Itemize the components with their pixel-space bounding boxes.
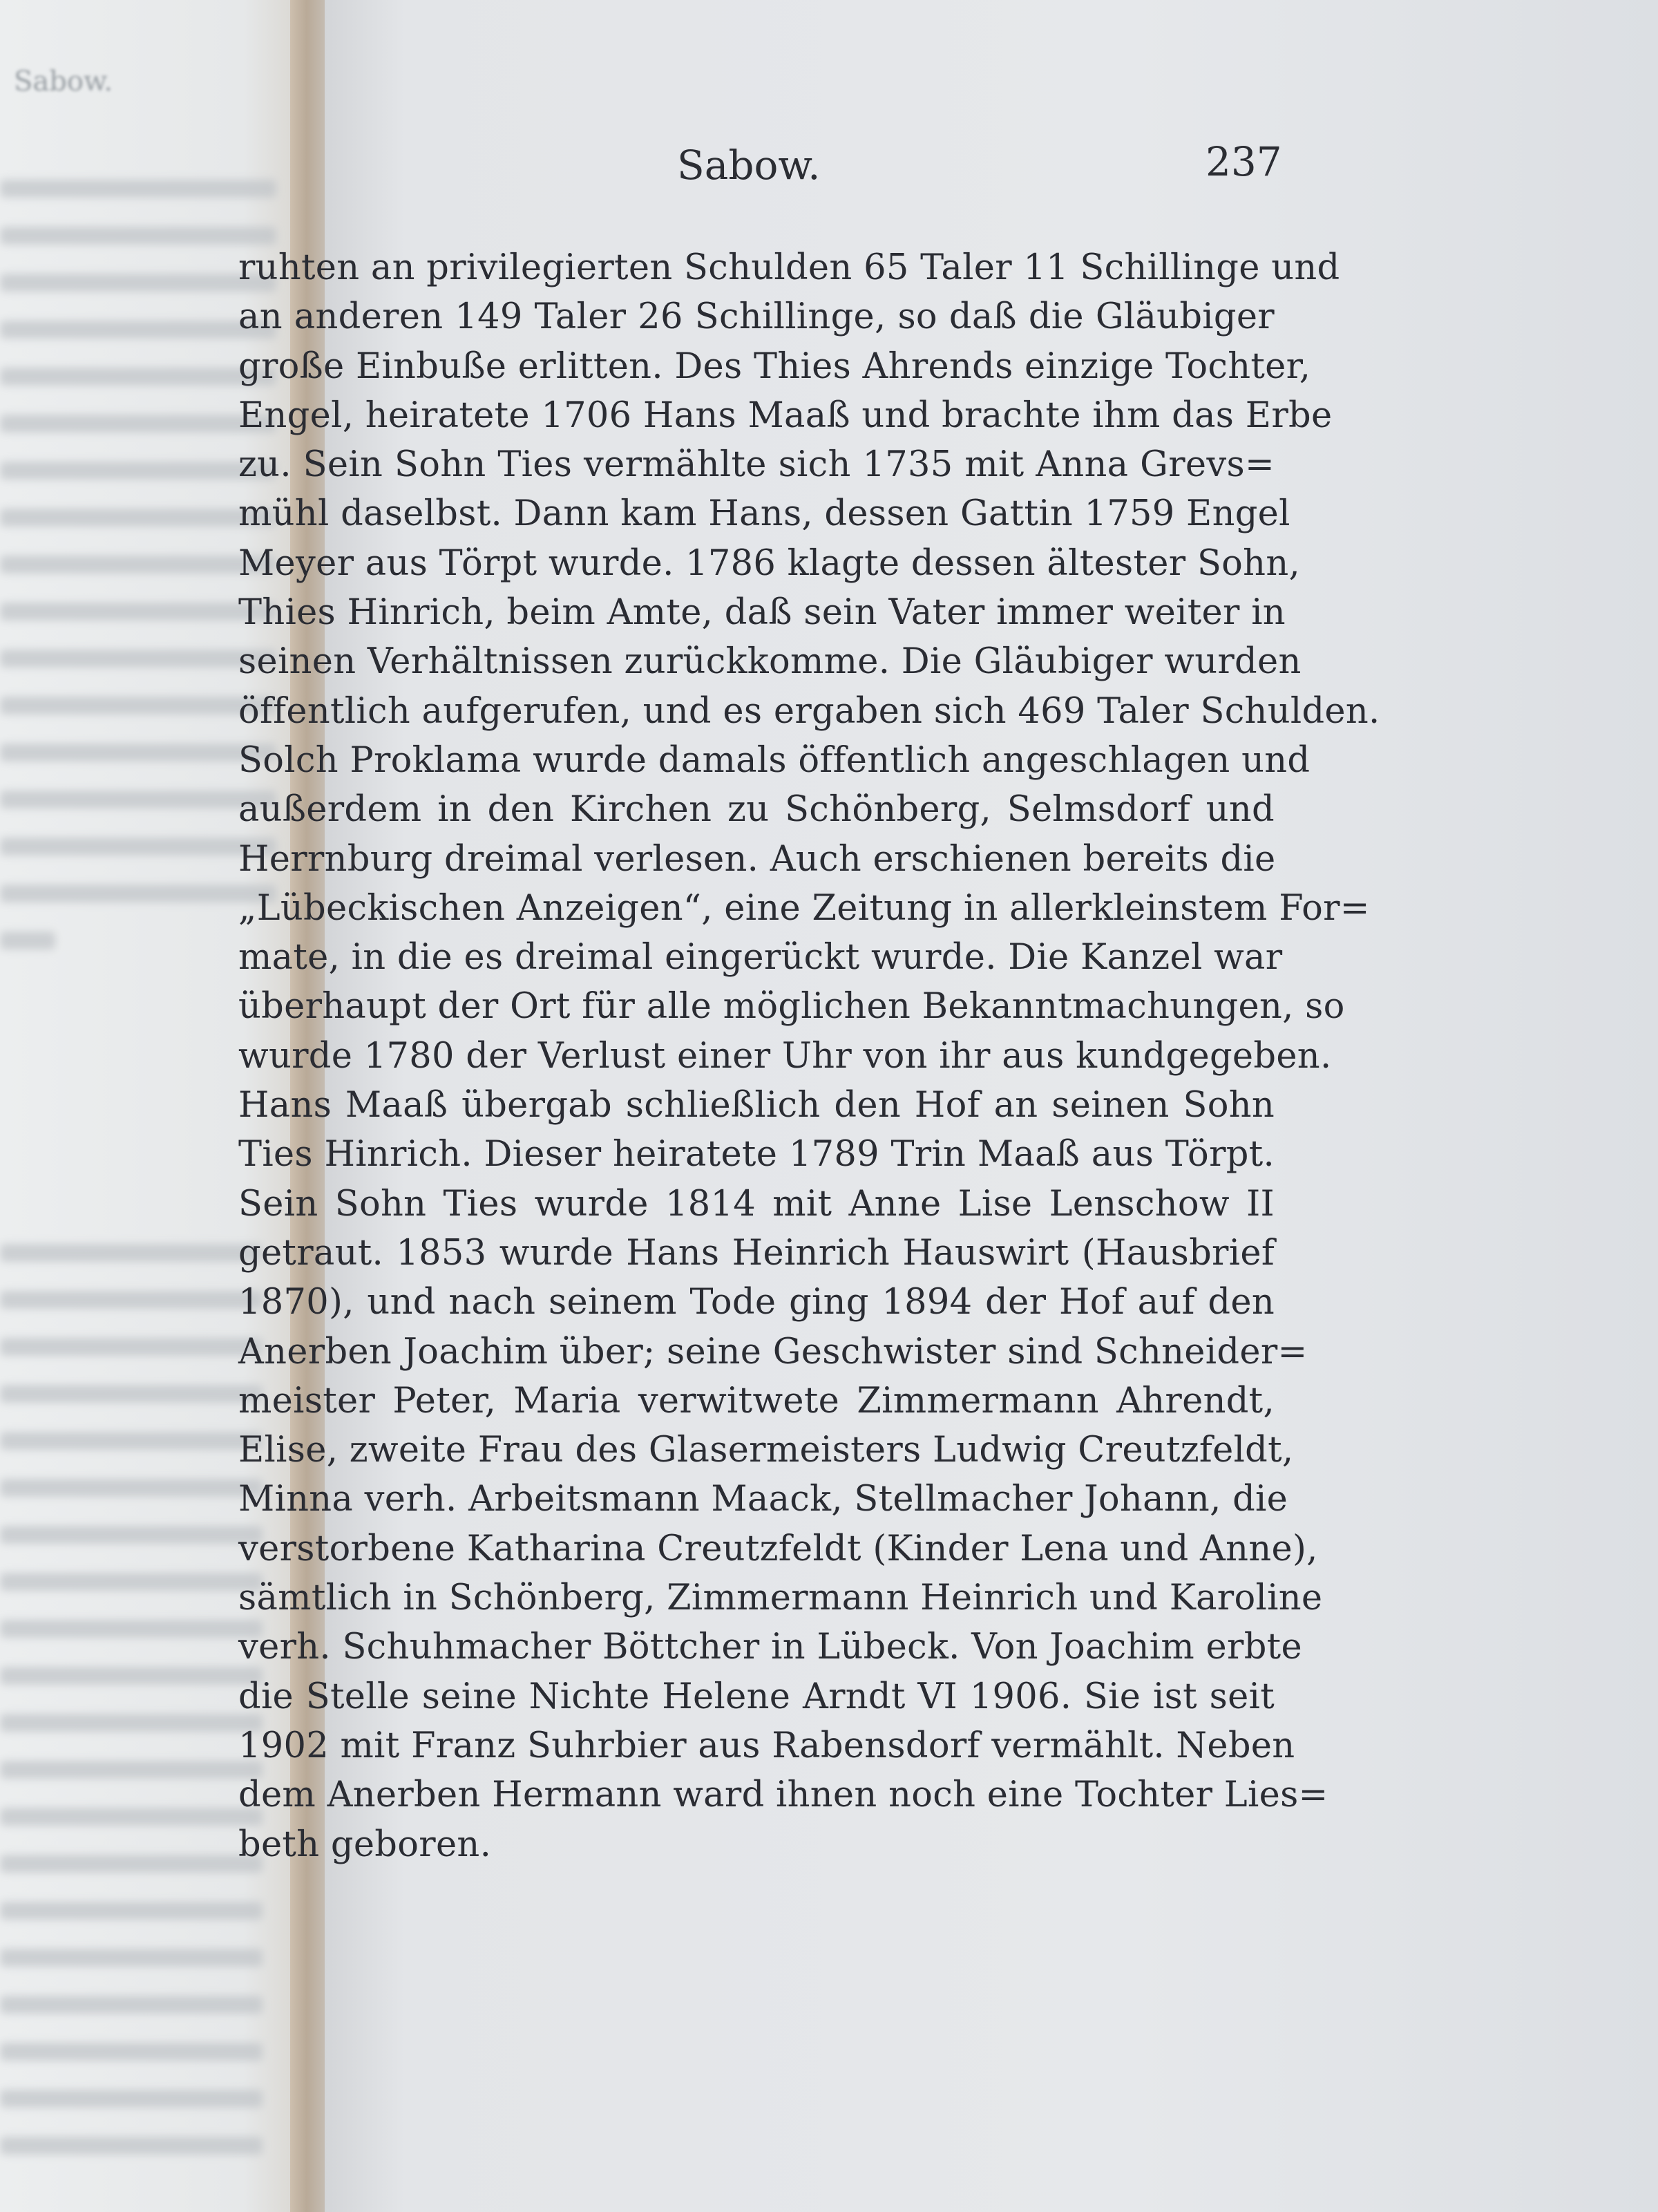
blurred-line (0, 1714, 263, 1732)
page-number: 237 (1206, 138, 1282, 185)
text-line: Herrnburg dreimal verlesen. Auch erschienen bereits die (238, 838, 1276, 880)
blurred-line (0, 462, 276, 480)
text-line: „Lübeckischen Anzeigen“, eine Zeitung in allerkleinstem For= (238, 887, 1370, 929)
text-line: ruhten an privilegierten Schulden 65 Taler 11 Schillinge und (238, 247, 1340, 288)
text-line: verstorbene Katharina Creutzfeldt (Kinder Lena und Anne), (238, 1528, 1318, 1569)
blurred-line (0, 650, 276, 668)
blurred-line (0, 1949, 263, 1967)
running-head: Sabow. (677, 142, 821, 189)
blurred-line (0, 368, 276, 386)
blurred-line (0, 556, 276, 574)
text-line: Elise, zweite Frau des Glasermeisters Ludwig Creutzfeldt, (238, 1430, 1294, 1471)
blurred-line (0, 838, 276, 856)
blurred-line (0, 1526, 263, 1544)
text-line: verh. Schuhmacher Böttcher in Lübeck. Von Joachim erbte (238, 1627, 1302, 1668)
blurred-line (0, 1338, 263, 1356)
text-line: seinen Verhältnissen zurückkomme. Die Gläubiger wurden (238, 641, 1302, 683)
text-line: außerdem in den Kirchen zu Schönberg, Selmsdorf und (238, 789, 1275, 831)
blurred-line (0, 744, 276, 762)
blurred-line (0, 932, 55, 949)
text-line: meister Peter, Maria verwitwete Zimmermann Ahrendt, (238, 1380, 1275, 1421)
text-line: getraut. 1853 wurde Hans Heinrich Hauswirt (Hausbrief (238, 1232, 1275, 1274)
blurred-line (0, 885, 276, 902)
blurred-line (0, 1573, 263, 1591)
text-line: dem Anerben Hermann ward ihnen noch eine Tochter Lies= (238, 1775, 1328, 1816)
text-line: beth geboren. (238, 1824, 492, 1865)
text-line: Engel, heiratete 1706 Hans Maaß und brachte ihm das Erbe (238, 395, 1333, 436)
blurred-line (0, 2043, 263, 2061)
blurred-line (0, 603, 276, 621)
blurred-line (0, 227, 276, 245)
text-line: überhaupt der Ort für alle möglichen Bekanntmachungen, so (238, 986, 1345, 1028)
blurred-line (0, 1667, 263, 1685)
text-line: Solch Proklama wurde damals öffentlich angeschlagen und (238, 739, 1311, 781)
text-line: Minna verh. Arbeitsmann Maack, Stellmacher Johann, die (238, 1479, 1288, 1520)
blurred-line (0, 1808, 263, 1826)
blurred-line (0, 1761, 263, 1779)
blurred-line (0, 2090, 263, 2108)
text-line: Hans Maaß übergab schließlich den Hof an seinen Sohn (238, 1085, 1275, 1126)
text-line: die Stelle seine Nichte Helene Arndt VI 1906. Sie ist seit (238, 1676, 1275, 1717)
text-line: öffentlich aufgerufen, und es ergaben sich 469 Taler Schulden. (238, 690, 1380, 732)
blurred-line (0, 1385, 263, 1403)
blurred-line (0, 274, 276, 292)
blurred-line (0, 1244, 263, 1262)
blurred-line (0, 1432, 263, 1450)
blurred-line (0, 1902, 263, 1920)
blurred-line (0, 180, 276, 198)
text-line: 1902 mit Franz Suhrbier aus Rabensdorf vermählt. Neben (238, 1725, 1295, 1766)
text-line: mate, in die es dreimal eingerückt wurde. Die Kanzel war (238, 937, 1283, 979)
text-line: zu. Sein Sohn Ties vermählte sich 1735 mit Anna Grevs= (238, 444, 1275, 486)
blurred-line (0, 321, 276, 339)
blurred-line (0, 697, 276, 715)
page-body-text (238, 243, 1380, 1869)
blurred-line (0, 1291, 263, 1309)
text-line: Ties Hinrich. Dieser heiratete 1789 Trin Maaß aus Törpt. (238, 1134, 1275, 1175)
text-line: an anderen 149 Taler 26 Schillinge, so daß die Gläubiger (238, 296, 1275, 338)
blurred-line (0, 1479, 263, 1497)
blurred-line (0, 1620, 263, 1638)
blurred-line (0, 1996, 263, 2014)
text-line: mühl daselbst. Dann kam Hans, dessen Gattin 1759 Engel (238, 493, 1290, 535)
blurred-line (0, 415, 276, 433)
text-line: wurde 1780 der Verlust einer Uhr von ihr aus kundgegeben. (238, 1035, 1332, 1077)
blurred-line (0, 2137, 263, 2155)
blurred-line (0, 1855, 263, 1873)
text-line: Thies Hinrich, beim Amte, daß sein Vater immer weiter in (238, 592, 1286, 634)
text-line: sämtlich in Schönberg, Zimmermann Heinrich und Karoline (238, 1578, 1323, 1619)
text-line: Anerben Joachim über; seine Geschwister sind Schneider= (238, 1331, 1308, 1372)
facing-page-running-head: Sabow. (14, 66, 113, 97)
text-line: Sein Sohn Ties wurde 1814 mit Anne Lise Lenschow II (238, 1183, 1275, 1225)
text-line: Meyer aus Törpt wurde. 1786 klagte dessen ältester Sohn, (238, 542, 1300, 584)
text-line: große Einbuße erlitten. Des Thies Ahrends einzige Tochter, (238, 346, 1311, 387)
blurred-line (0, 791, 276, 809)
text-line: 1870), und nach seinem Tode ging 1894 der Hof auf den (238, 1282, 1275, 1323)
blurred-line (0, 509, 276, 527)
